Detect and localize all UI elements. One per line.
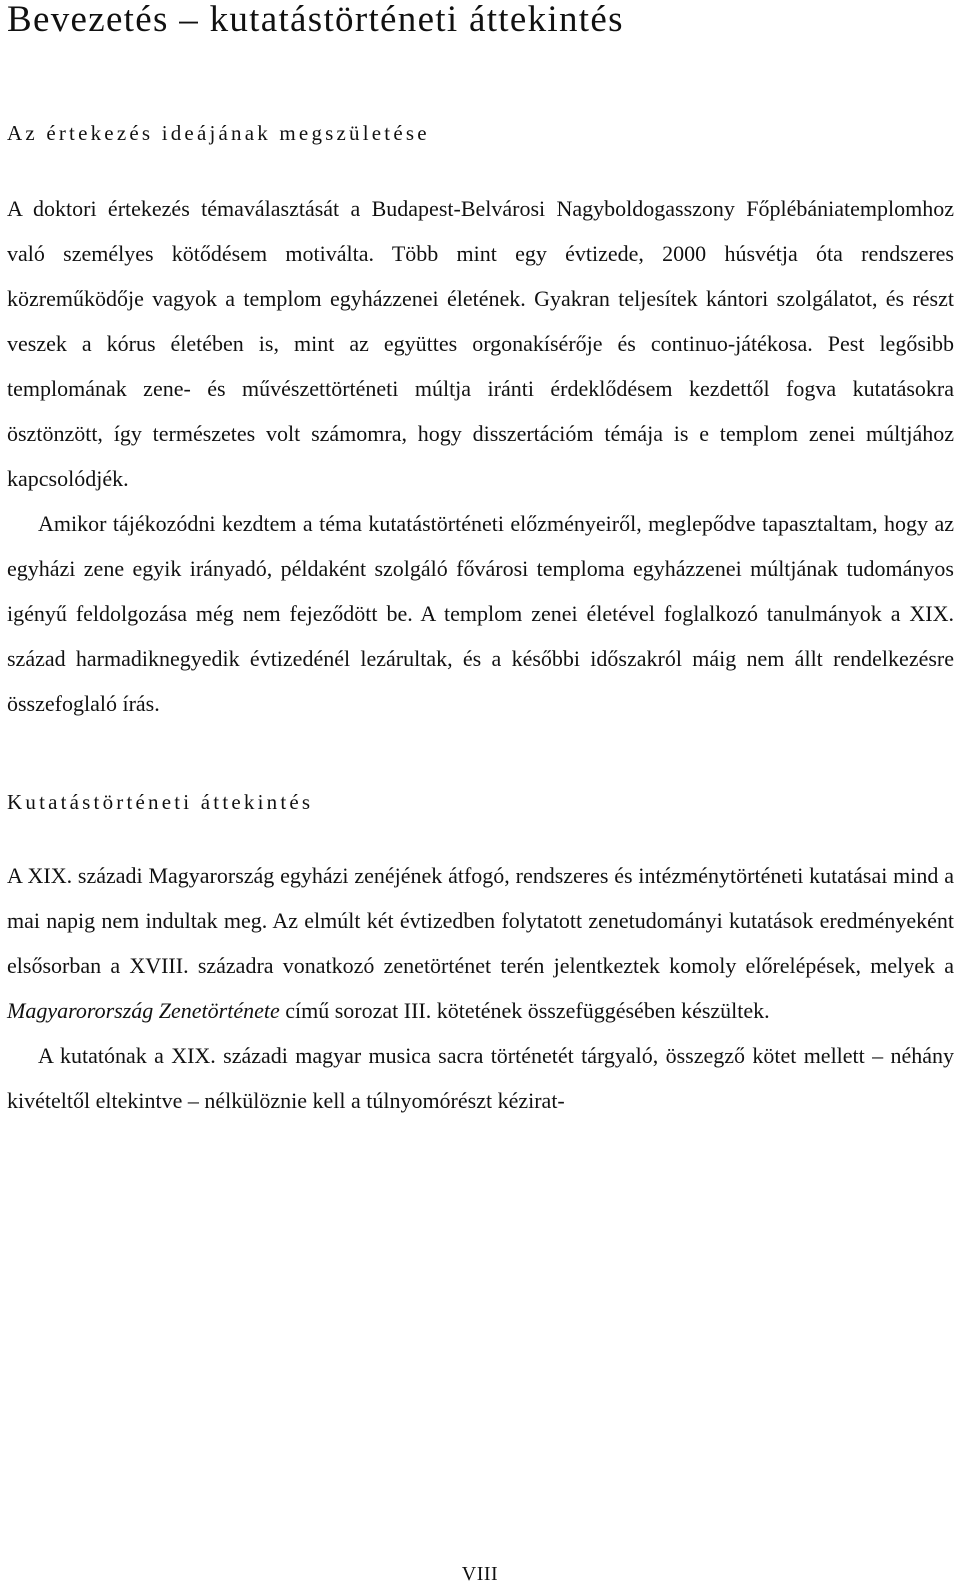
paragraph bbox=[7, 853, 954, 1033]
document-page bbox=[7, 0, 954, 1123]
page-title: Bevezetés – kutatástörténeti áttekintés bbox=[7, 0, 624, 40]
paragraph: A kutatónak a XIX. századi magyar musica sacra történetét tárgyaló, összegző kötet mellett – néhány kivételtől eltekintve – nélkülöznie kell a túlnyomórészt kézirat- bbox=[7, 1043, 954, 1113]
page-number: VIII bbox=[461, 1563, 499, 1585]
series-title: Magyarorország Zenetörténete bbox=[7, 998, 280, 1023]
section-title-idea: Az értekezés ideájának megszületése bbox=[7, 121, 430, 145]
paragraph: A doktori értekezés témaválasztását a Budapest-Belvárosi Nagyboldogasszony Főplébániatemplomhoz való személyes kötődésem motiválta. Több mint egy évtizede, 2000 húsvétja óta rendszeres közreműködője vagyok a templom egyházzenei életének. Gyakran teljesítek kántori szolgálatot, és részt veszek a kórus életében is, mint az együttes orgonakísérője és continuo-játékosa. Pest legősibb templomának zene- és művészettörténeti múltja iránti érdeklődésem kezdettől fogva kutatásokra ösztönzött, így természetes volt számomra, hogy disszertációm témája is e templom zenei múltjához kapcsolódjék. bbox=[7, 196, 954, 491]
paragraph-text: című sorozat III. kötetének összefüggésében készültek. bbox=[279, 998, 770, 1023]
paragraph: Amikor tájékozódni kezdtem a téma kutatástörténeti előzményeiről, meglepődve tapasztaltam, hogy az egyházi zene egyik irányadó, példaként szolgáló fővárosi temploma egyházzenei múltjának tudományos igényű feldolgozása még nem fejeződött be. A templom zenei életével foglalkozó tanulmányok a XIX. század harmadiknegyedik évtizedénél lezárultak, és a későbbi időszakról máig nem állt rendelkezésre összefoglaló írás. bbox=[7, 511, 954, 716]
section-body-idea bbox=[7, 186, 954, 726]
paragraph-text: A XIX. századi Magyarország egyházi zenéjének átfogó, rendszeres és intézménytörténeti kutatásai mind a mai napig nem indultak meg. Az elmúlt két évtizedben folytatott zenetudományi kutatások eredményeként elsősorban a XVIII. századra vonatkozó zenetörténet terén jelentkeztek komoly előrelépések, melyek a bbox=[7, 863, 954, 978]
section-title-research-history: Kutatástörténeti áttekintés bbox=[7, 790, 314, 814]
section-body-research-history bbox=[7, 853, 954, 1123]
